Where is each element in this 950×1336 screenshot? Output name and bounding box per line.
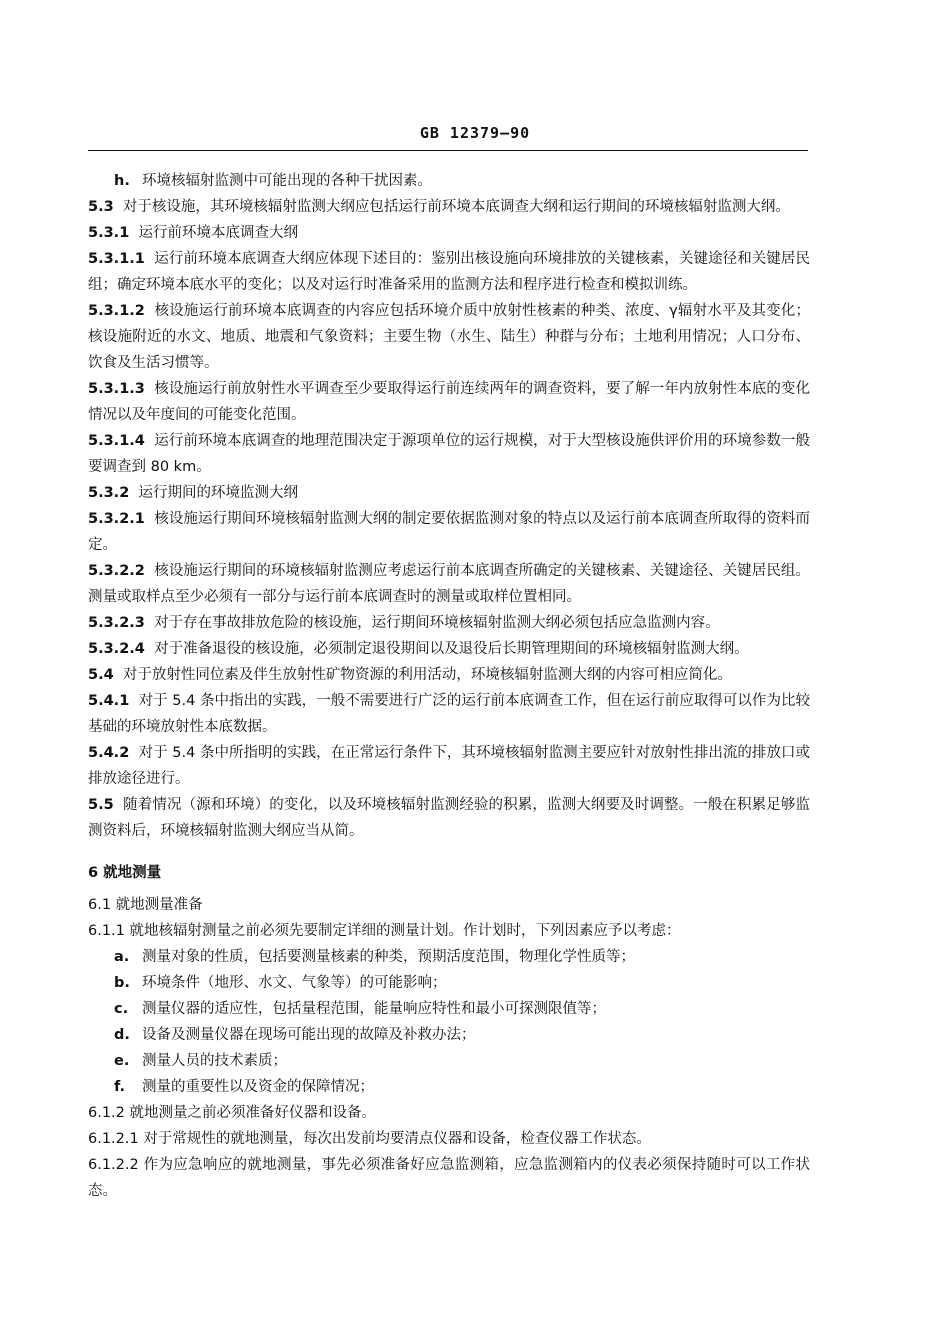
- clause-5-3-1-4: 5.3.1.4 运行前环境本底调查的地理范围决定于源项单位的运行规模，对于大型核设施供评价用的环境参数一般要调查到 80 km。: [88, 433, 811, 475]
- clause-5-3-2: 5.3.2 运行期间的环境监测大纲: [88, 485, 299, 501]
- clause-5-3-1-1: 5.3.1.1 运行前环境本底调查大纲应体现下述目的：鉴别出核设施向环境排放的关键核素，关键途径和关键居民组；确定环境本底水平的变化；以及对运行时准备采用的监测方法和程序进行检查和模拟训练。: [88, 251, 811, 293]
- document-body: [88, 168, 810, 1204]
- clause-6-1-2-2: 6.1.2.2 作为应急响应的就地测量，事先必须准备好应急监测箱，应急监测箱内的仪表必须保持随时可以工作状态。: [88, 1157, 810, 1199]
- list-item: f. 测量的重要性以及资金的保障情况；: [114, 1079, 374, 1095]
- clause-5-3-1: 5.3.1 运行前环境本底调查大纲: [88, 225, 299, 241]
- list-item: b. 环境条件（地形、水文、气象等）的可能影响；: [114, 975, 447, 991]
- clause-5-4-2: 5.4.2 对于 5.4 条中所指明的实践，在正常运行条件下，其环境核辐射监测主要应针对放射性排出流的排放口或排放途径进行。: [88, 745, 811, 787]
- clause-5-3-1-3: 5.3.1.3 核设施运行前放射性水平调查至少要取得运行前连续两年的调查资料，要了解一年内放射性本底的变化情况以及年度间的可能变化范围。: [88, 381, 811, 423]
- standard-code-header: GB 12379—90: [419, 124, 531, 142]
- clause-h: h. 环境核辐射监测中可能出现的各种干扰因素。: [114, 173, 432, 189]
- clause-6-1-1: 6.1.1 就地核辐射测量之前必须先要制定详细的测量计划。作计划时，下列因素应予以考虑：: [88, 923, 681, 939]
- clause-5-4: 5.4 对于放射性同位素及伴生放射性矿物资源的利用活动，环境核辐射监测大纲的内容可相应简化。: [88, 667, 732, 683]
- list-item: a. 测量对象的性质，包括要测量核素的种类，预期活度范围，物理化学性质等；: [114, 949, 635, 965]
- clause-5-5: 5.5 随着情况（源和环境）的变化，以及环境核辐射监测经验的积累，监测大纲要及时调整。一般在积累足够监测资料后，环境核辐射监测大纲应当从简。: [88, 797, 810, 839]
- list-item: e. 测量人员的技术素质；: [114, 1053, 287, 1069]
- header-rule: [88, 150, 808, 151]
- clause-6-1-2: 6.1.2 就地测量之前必须准备好仪器和设备。: [88, 1105, 377, 1121]
- clause-5-3-2-1: 5.3.2.1 核设施运行期间环境核辐射监测大纲的制定要依据监测对象的特点以及运行前本底调查所取得的资料而定。: [88, 511, 811, 553]
- clause-5-3-2-4: 5.3.2.4 对于准备退役的核设施，必须制定退役期间以及退役后长期管理期间的环境核辐射监测大纲。: [88, 641, 749, 657]
- list-item: c. 测量仪器的适应性，包括量程范围，能量响应特性和最小可探测限值等；: [114, 1001, 606, 1017]
- clause-5-3-2-3: 5.3.2.3 对于存在事故排放危险的核设施，运行期间环境核辐射监测大纲必须包括应急监测内容。: [88, 615, 720, 631]
- clause-6-1: 6.1 就地测量准备: [88, 897, 203, 913]
- clause-5-4-1: 5.4.1 对于 5.4 条中指出的实践，一般不需要进行广泛的运行前本底调查工作，但在运行前应取得可以作为比较基础的环境放射性本底数据。: [88, 693, 811, 735]
- clause-5-3-2-2: 5.3.2.2 核设施运行期间的环境核辐射监测应考虑运行前本底调查所确定的关键核素、关键途径、关键居民组。测量或取样点至少必须有一部分与运行前本底调查时的测量或取样位置相同。: [88, 563, 811, 605]
- clause-6-1-2-1: 6.1.2.1 对于常规性的就地测量，每次出发前均要清点仪器和设备，检查仪器工作状态。: [88, 1131, 651, 1147]
- clause-5-3: 5.3 对于核设施，其环境核辐射监测大纲应包括运行前环境本底调查大纲和运行期间的环境核辐射监测大纲。: [88, 199, 790, 215]
- section-6-title: 6 就地测量: [88, 865, 162, 881]
- list-item: d. 设备及测量仪器在现场可能出现的故障及补救办法；: [114, 1027, 476, 1043]
- clause-5-3-1-2: 5.3.1.2 核设施运行前环境本底调查的内容应包括环境介质中放射性核素的种类、浓度、γ辐射水平及其变化；核设施附近的水文、地质、地震和气象资料；主要生物（水生、陆生）种群与分布；土地利用情况；人口分布、饮食及生活习惯等。: [88, 303, 811, 371]
